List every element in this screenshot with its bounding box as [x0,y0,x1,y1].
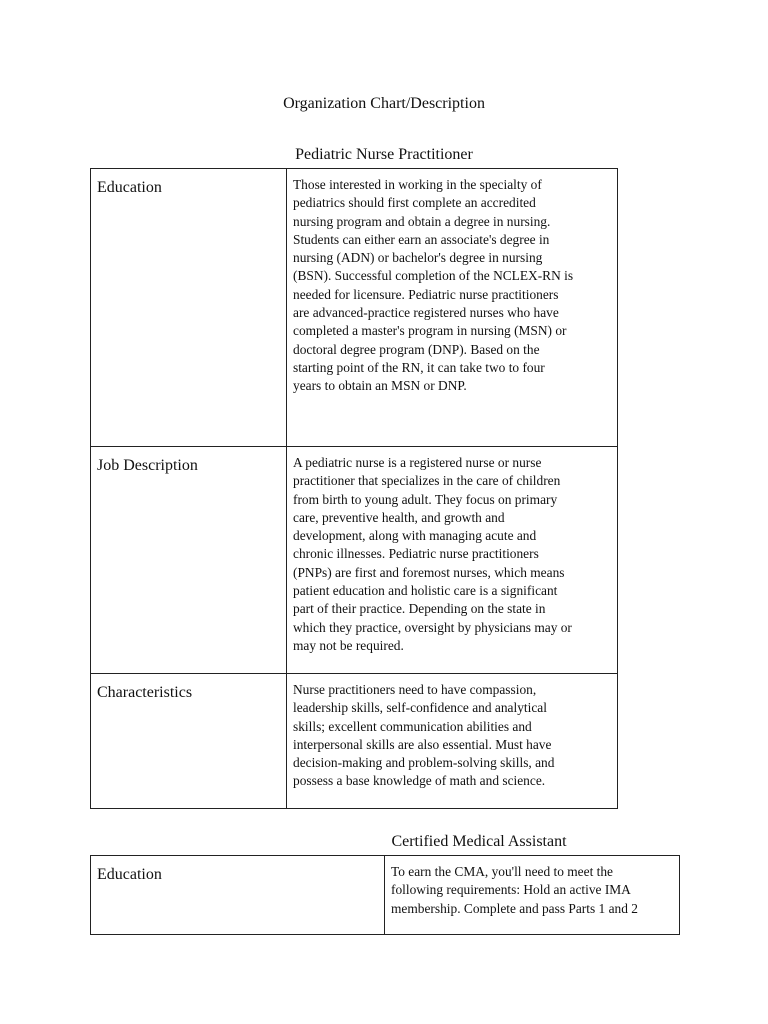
table-row [91,856,680,935]
table-row [91,447,618,674]
cma-education-text: To earn the CMA, you'll need to meet the following requirements: Hold an active IMA membership. Complete and pass Parts 1 and 2 [391,864,638,916]
row-text-education [287,169,618,447]
table-row [91,169,618,447]
document-title: Organization Chart/Description [283,95,485,112]
row-text-job-description [287,447,618,674]
row-text-cma-education [385,856,680,935]
row-label-education: Education [91,169,287,447]
education-description: Those interested in working in the specialty of pediatrics should first complete an accredited nursing program and obtain a degree in nursing. Students can either earn an associate's degree in nursing (ADN) or bachelor's degree in nursing (BSN). Successful completion of the NCLEX-RN is needed for licensure. Pediatric nurse practitioners are advanced-practice registered nurses who have completed a master's program in nursing (MSN) or doctoral degree program (DNP). Based on the starting point of the RN, it can take two to four years to obtain an MSN or DNP. [293,177,574,394]
characteristics-text: Nurse practitioners need to have compassion, leadership skills, self-confidence and analytical skills; excellent communication abilities and interpersonal skills are also essential. Must have decision-making and problem-solving skills, and possess a base knowledge of math and science. [293,682,555,789]
pediatric-nurse-practitioner-table [90,168,618,809]
row-text-characteristics [287,674,618,809]
section-title-pediatric-nurse-practitioner: Pediatric Nurse Practitioner [295,146,473,163]
row-label-characteristics: Characteristics [91,674,287,809]
certified-medical-assistant-table [90,855,680,935]
row-label-cma-education: Education [91,856,385,935]
table-row [91,674,618,809]
section-title-certified-medical-assistant: Certified Medical Assistant [391,833,567,850]
job-description-text: A pediatric nurse is a registered nurse or nurse practitioner that specializes in the care of children from birth to young adult. They focus on primary care, preventive health, and growth and development, along with managing acute and chronic illnesses. Pediatric nurse practitioners (PNPs) are first and foremost nurses, which means patient education and holistic care is a significant part of their practice. Depending on the state in which they practice, oversight by physicians may or may not be required. [293,455,572,653]
row-label-job-description: Job Description [91,447,287,674]
